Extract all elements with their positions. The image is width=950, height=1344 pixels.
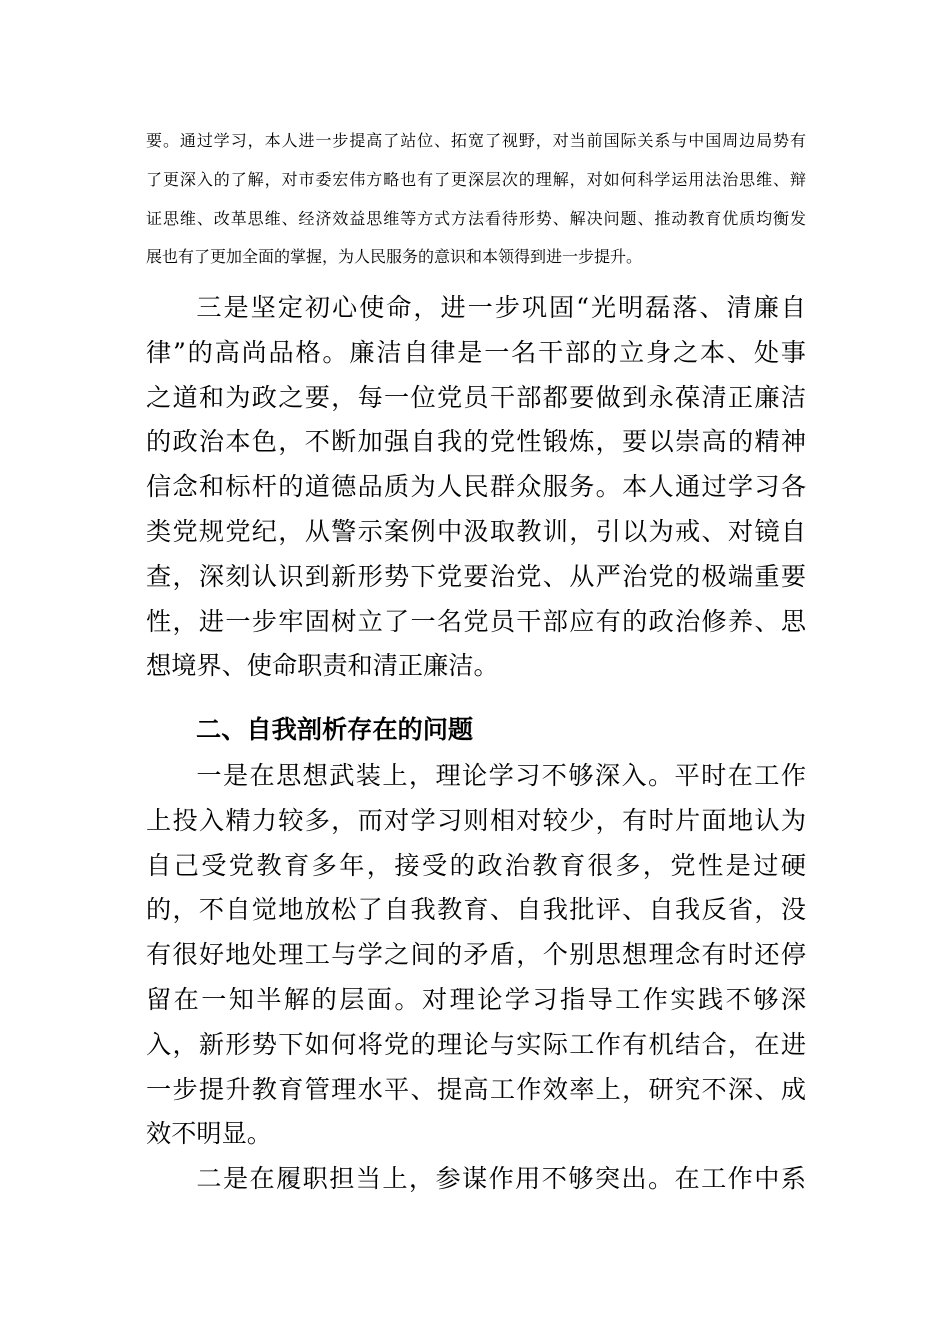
intro-line-2: 了更深入的了解，对市委宏伟方略也有了更深层次的理解，对如何科学运用法治思维、辩 [146,169,806,189]
para3-line-1: 三是坚定初心使命，进一步巩固“光明磊落、清廉自 [196,293,806,322]
paragraph-duty [146,1157,806,1202]
intro-paragraph [146,122,806,277]
para4-line-5: 有很好地处理工与学之间的矛盾，个别思想理念有时还停 [146,940,806,970]
para3-line-8: 性，进一步牢固树立了一名党员干部应有的政治修养、思 [146,606,806,636]
para3-line-9: 想境界、使命职责和清正廉洁。 [146,651,499,681]
para4-line-1: 一是在思想武装上，理论学习不够深入。平时在工作 [196,761,806,790]
para3-line-6: 类党规党纪，从警示案例中汲取教训，引以为戒、对镜自 [146,516,806,546]
para3-line-5: 信念和标杆的道德品质为人民群众服务。本人通过学习各 [146,472,806,502]
para4-line-2: 上投入精力较多，而对学习则相对较少，有时片面地认为 [146,805,806,835]
paragraph-integrity [146,286,806,689]
intro-line-3: 证思维、改革思维、经济效益思维等方式方法看待形势、解决问题、推动教育优质均衡发 [146,208,806,228]
para4-line-9: 效不明显。 [146,1119,272,1149]
para3-line-3: 之道和为政之要，每一位党员干部都要做到永葆清正廉洁 [146,382,806,412]
para3-line-4: 的政治本色，不断加强自我的党性锻炼，要以崇高的精神 [146,427,806,457]
para3-line-2: 律”的高尚品格。廉洁自律是一名干部的立身之本、处事 [146,337,806,367]
para5-line-1: 二是在履职担当上，参谋作用不够突出。在工作中系 [196,1164,806,1193]
intro-line-1: 要。通过学习，本人进一步提高了站位、拓宽了视野，对当前国际关系与中国周边局势有 [146,131,806,150]
para4-line-7: 入，新形势下如何将党的理论与实际工作有机结合，在进 [146,1029,806,1059]
para4-line-6: 留在一知半解的层面。对理论学习指导工作实践不够深 [146,984,806,1014]
para4-line-4: 的，不自觉地放松了自我教育、自我批评、自我反省，没 [146,895,806,925]
intro-line-4: 展也有了更加全面的掌握，为人民服务的意识和本领得到进一步提升。 [146,247,643,267]
paragraph-theory-study [146,754,806,1157]
para4-line-3: 自己受党教育多年，接受的政治教育很多，党性是过硬 [146,850,806,880]
section-heading: 二、自我剖析存在的问题 [196,715,474,744]
para4-line-8: 一步提升教育管理水平、提高工作效率上，研究不深、成 [146,1074,806,1104]
para3-line-7: 查，深刻认识到新形势下党要治党、从严治党的极端重要 [146,561,806,591]
